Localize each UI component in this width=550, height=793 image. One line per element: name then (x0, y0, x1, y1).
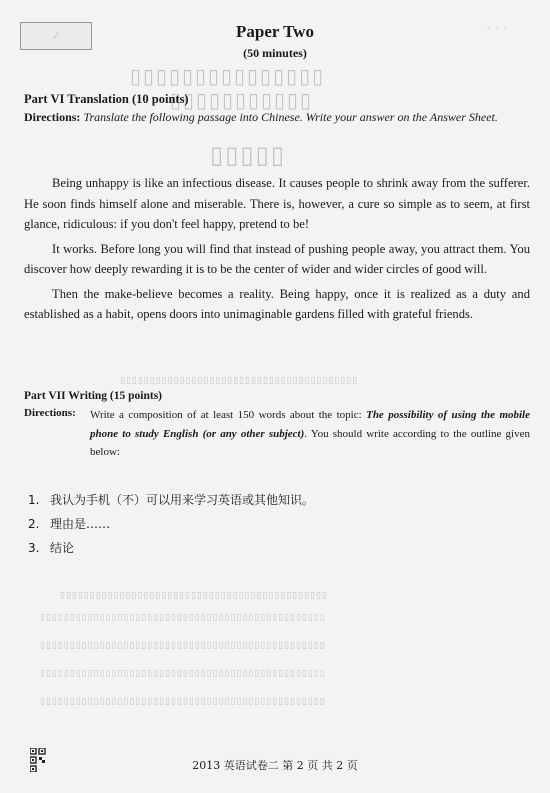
outline-text: 结论 (50, 541, 75, 555)
outline-number: 2. (28, 517, 40, 531)
part6-directions-label: Directions: (24, 110, 81, 124)
bleed-through-text: ▯▯▯▯▯▯▯▯▯▯▯▯▯▯▯▯▯▯▯▯▯▯▯▯▯▯▯▯▯▯▯▯▯▯▯▯▯▯▯▯ (120, 375, 359, 385)
bleed-through-text: ▯▯▯▯▯▯▯▯▯▯▯▯▯▯▯▯▯▯▯▯▯▯▯▯▯▯▯▯▯▯▯▯▯▯▯▯▯▯▯▯▯▯▯▯▯ (60, 590, 328, 600)
bleed-through-text: ▯▯▯▯▯▯▯▯▯▯▯▯▯▯▯▯▯▯▯▯▯▯▯▯▯▯▯▯▯▯▯▯▯▯▯▯▯▯▯▯▯▯▯▯▯▯▯▯ (40, 640, 326, 650)
page-title: Paper Two (236, 22, 314, 41)
part7-heading: Part VII Writing (15 points) (24, 390, 163, 402)
part7-directions-text (90, 406, 530, 462)
bleed-through-text: ▯▯▯▯▯▯▯▯▯▯▯▯▯▯▯ (130, 66, 326, 88)
outline-item-1 (28, 491, 314, 508)
passage-paragraph-1: Being unhappy is like an infectious disease. It causes people to shrink away from the sufferer. He soon finds himself alone and miserable. There is, however, a cure so simple as to seem, at first glance, ridiculous: if you don't feel happy, pretend to be! (24, 176, 530, 231)
part6-heading: Part VI Translation (10 points) (24, 92, 189, 106)
part7-directions-label: Directions: (24, 407, 76, 419)
part7-topic: The possibility of using the mobile phone to study English (or any other subject) (90, 409, 530, 440)
outline-number: 3. (28, 541, 40, 555)
bleed-through-text: ▯▯▯▯▯▯▯▯▯▯▯▯▯▯▯▯▯▯▯▯▯▯▯▯▯▯▯▯▯▯▯▯▯▯▯▯▯▯▯▯▯▯▯▯▯▯▯▯ (40, 612, 326, 622)
bleed-through-text: ▯▯▯▯▯▯▯▯▯▯▯▯▯▯▯▯▯▯▯▯▯▯▯▯▯▯▯▯▯▯▯▯▯▯▯▯▯▯▯▯▯▯▯▯▯▯▯▯ (40, 668, 326, 678)
outline-item-3 (28, 539, 74, 556)
outline-number: 1. (28, 493, 40, 507)
outline-text: 我认为手机（不）可以用来学习英语或其他知识。 (50, 493, 315, 507)
corner-mark: ◦ ◦ ◦ (486, 24, 508, 34)
part6-directions (24, 108, 528, 127)
bleed-through-text: ▯▯▯▯▯▯▯▯▯▯▯ (170, 90, 314, 112)
stamp-mark: ⁄ (55, 30, 57, 42)
bleed-through-text: ▯▯▯▯▯▯▯▯▯▯▯▯▯▯▯▯▯▯▯▯▯▯▯▯▯▯▯▯▯▯▯▯▯▯▯▯▯▯▯▯▯▯▯▯▯▯▯▯ (40, 696, 326, 706)
bleed-through-text: ▯▯▯▯▯ (210, 143, 287, 169)
outline-item-2 (28, 515, 110, 532)
outline-text: 理由是…… (50, 517, 111, 531)
part7-directions-pre: Write a composition of at least 150 words about the topic: (90, 409, 367, 421)
passage-paragraph-2: It works. Before long you will find that instead of pushing people away, you attract them. You discover how deeply rewarding it is to be the center of wider and wider circles of good will. (24, 241, 530, 276)
page-subtitle: (50 minutes) (243, 46, 307, 60)
translation-passage (24, 173, 530, 329)
passage-paragraph-3: Then the make-believe becomes a reality. Being happy, once it is realized as a duty and established as a habit, opens doors into unimaginable gardens filled with grateful friends. (24, 286, 530, 321)
page-footer: 2013 英语试卷二 第 2 页 共 2 页 (192, 759, 358, 772)
part6-directions-text: Translate the following passage into Chinese. Write your answer on the Answer Sheet. (83, 110, 498, 124)
part7-directions-post: . You should write according to the outline given below: (90, 427, 530, 458)
